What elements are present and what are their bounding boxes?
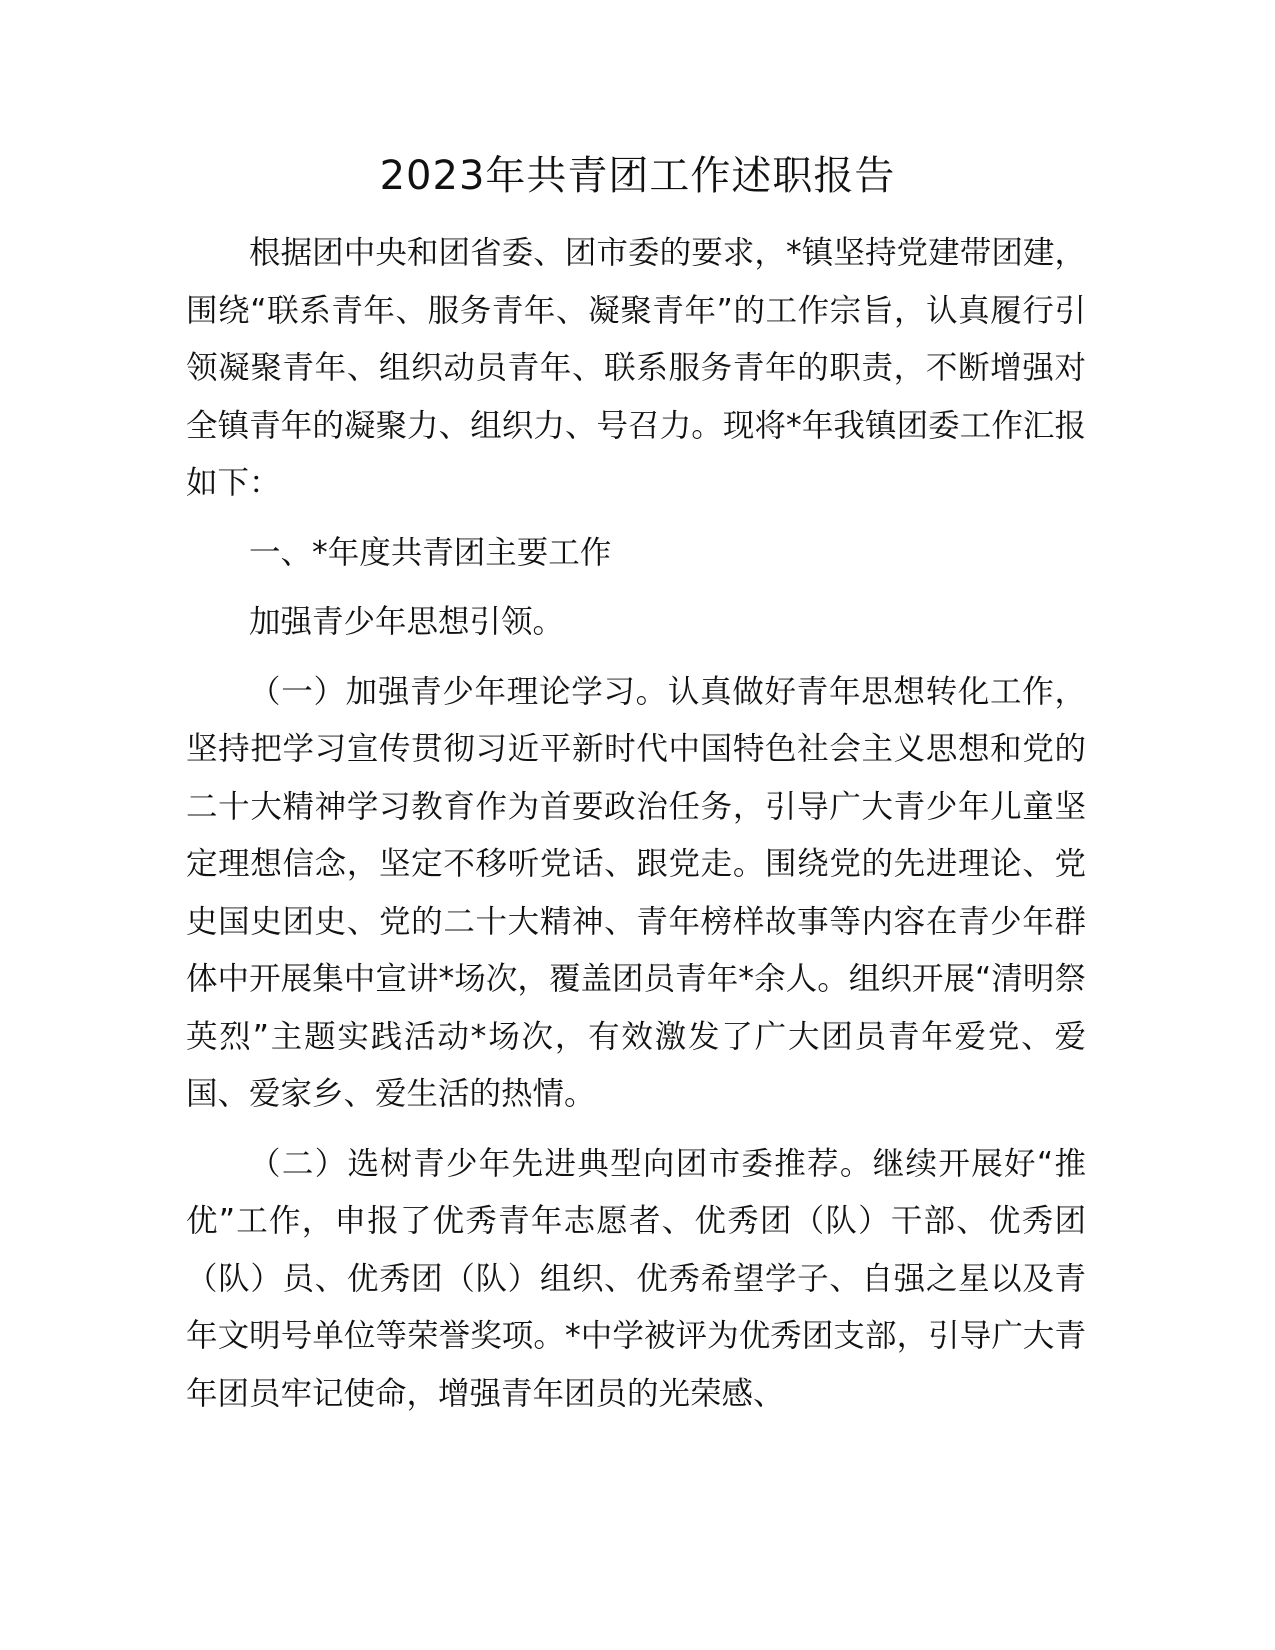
section-heading-1: 一、*年度共青团主要工作 [249,534,612,571]
document-title: 2023年共青团工作述职报告 [379,153,896,199]
document-body [186,225,1086,1423]
paragraph-intro: 根据团中央和团省委、团市委的要求，*镇坚持党建带团建，围绕“联系青年、服务青年、凝聚青年”的工作宗旨，认真履行引领凝聚青年、组织动员青年、联系服务青年的职责，不断增强对全镇青年的凝聚力、组织力、号召力。现将*年我镇团委工作汇报如下： [186,235,1086,501]
paragraph-item-2: （二）选树青少年先进典型向团市委推荐。继续开展好“推优”工作，申报了优秀青年志愿者、优秀团（队）干部、优秀团（队）员、优秀团（队）组织、优秀希望学子、自强之星以及青年文明号单位等荣誉奖项。*中学被评为优秀团支部，引导广大青年团员牢记使命，增强青年团员的光荣感、 [186,1145,1086,1412]
subsection-heading: 加强青少年思想引领。 [249,604,565,640]
paragraph-item-1: （一）加强青少年理论学习。认真做好青年思想转化工作，坚持把学习宣传贯彻习近平新时代中国特色社会主义思想和党的二十大精神学习教育作为首要政治任务，引导广大青少年儿童坚定理想信念，坚定不移听党话、跟党走。围绕党的先进理论、党史国史团史、党的二十大精神、青年榜样故事等内容在青少年群体中开展集中宣讲*场次，覆盖团员青年*余人。组织开展“清明祭英烈”主题实践活动*场次，有效激发了广大团员青年爱党、爱国、爱家乡、爱生活的热情。 [186,673,1086,1112]
